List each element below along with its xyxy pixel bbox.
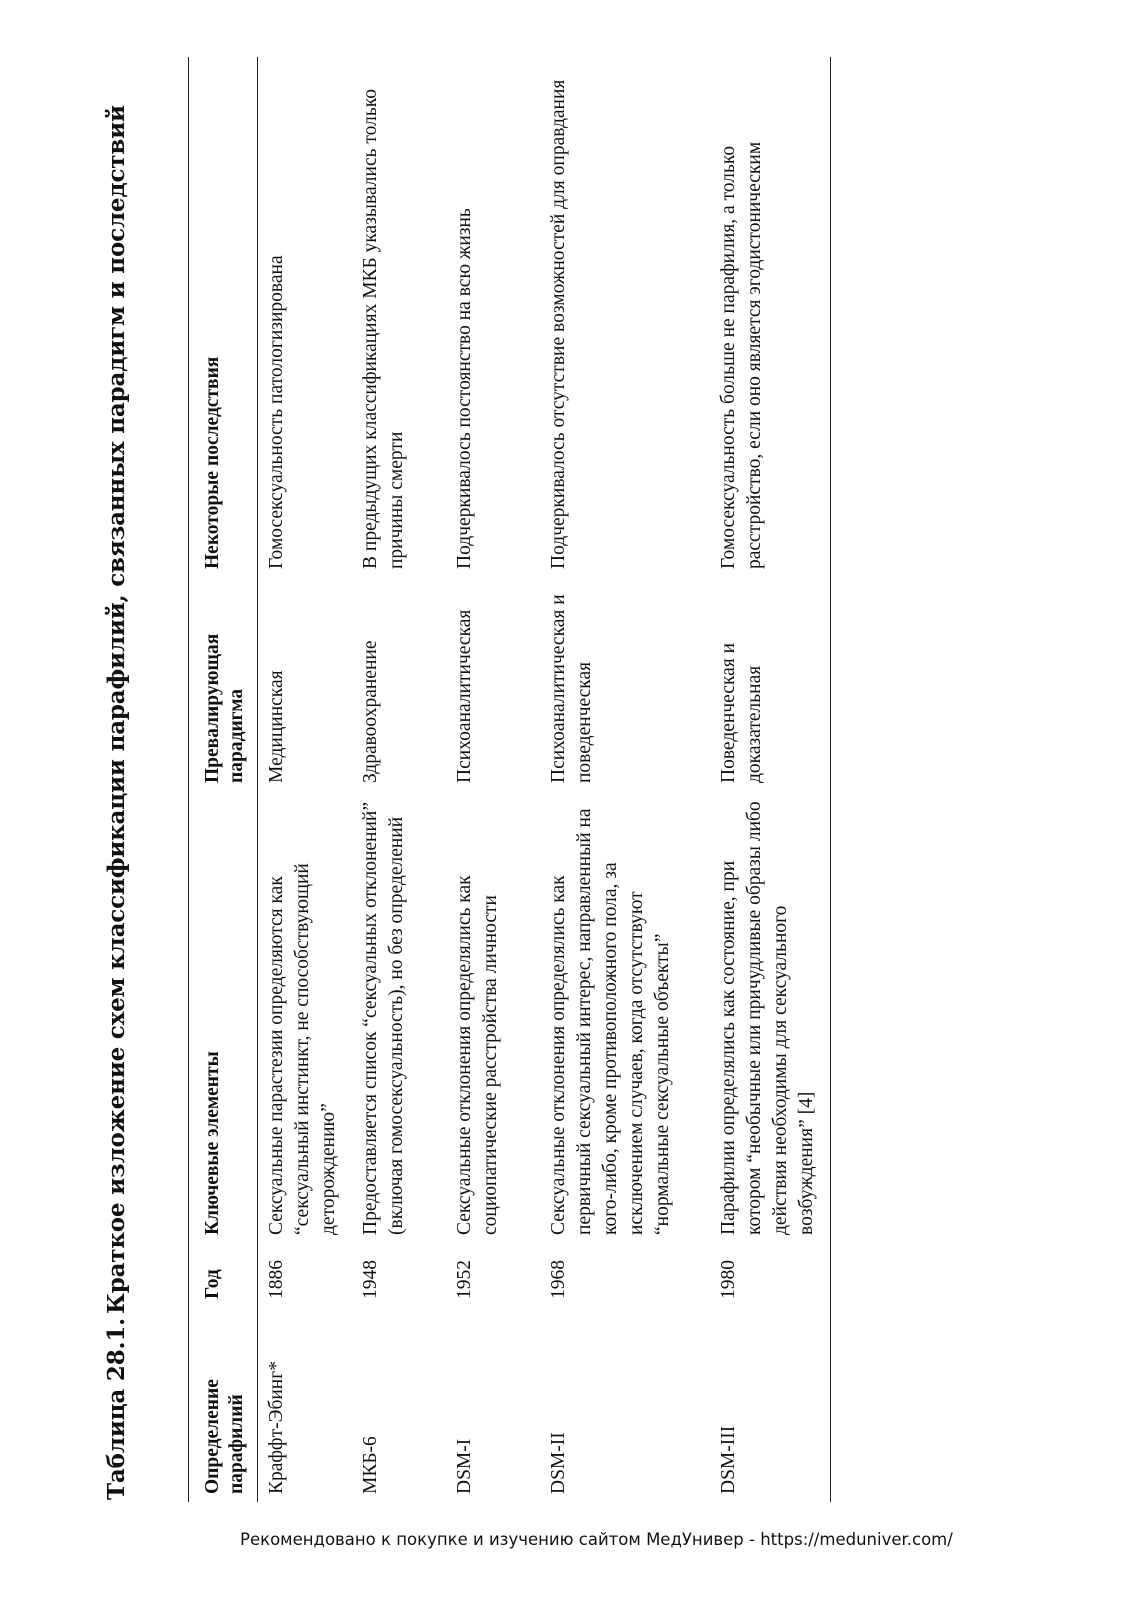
cell-consequences: Гомосексуальность патологизирована [266,255,287,569]
header-elements: Ключевые элементы [189,791,258,1243]
cell-elements: Сексуальные отклонения определялись как социопатические расстройства личности [454,875,501,1235]
cell-definition: Краффт-Эбинг* [266,1361,287,1494]
cell-definition: DSM-I [454,1438,475,1494]
cell-year: 1952 [454,1260,475,1299]
cell-elements: Сексуальные отклонения определялись как первичный сексуальный интерес, направленный на кого-либо, кроме противоположного пола, за исключением случаев, когда отсутствуют “нормальные сексуальные объекты” [548,808,673,1235]
table-row [446,57,540,1502]
rotated-page [100,30,870,1530]
table-row [352,57,446,1502]
header-paradigm: Превалирующая парадигма [189,577,258,791]
cell-definition: DSM-II [548,1432,569,1494]
footer-recommendation: Рекомендовано к покупке и изучению сайтом МедУнивер - https://meduniver.com/ [240,1530,953,1549]
cell-consequences: Подчеркивалось постоянство на всю жизнь [454,208,475,569]
cell-definition: МКБ-6 [360,1436,381,1494]
cell-elements: Сексуальные парастезии определяются как “сексуальный инстинкт, не способствующий деторождению” [266,863,339,1235]
cell-elements: Предоставляется список “сексуальных отклонений” (включая гомосексуальность), но без определений [360,801,407,1235]
table-number: Таблица 28.1. [103,1318,130,1500]
cell-paradigm: Поведенческая и доказательная [710,577,831,791]
cell-paradigm: Психоаналитическая [454,609,475,783]
cell-paradigm: Медицинская [266,670,287,783]
header-year: Год [189,1243,258,1307]
cell-year: 1968 [548,1260,569,1299]
cell-elements: Парафилии определялись как состояние, при котором “необычные или причудливые образы либо действия необходимы для сексуального возбуждения” [4] [710,791,831,1243]
header-definition: Определение парафилий [189,1307,258,1502]
cell-consequences: В предыдущих классификациях МКБ указывались только причины смерти [360,89,407,569]
cell-year: 1980 [710,1243,831,1307]
cell-year: 1886 [266,1260,287,1299]
table-row [710,57,831,1502]
cell-paradigm: Здравоохранение [360,640,381,783]
header-row [189,57,258,1502]
classification-table [188,57,831,1502]
header-consequences: Некоторые последствия [189,57,258,577]
cell-consequences: Гомосексуальность больше не парафилия, а только расстройство, если оно является эгодистоническим [710,57,831,577]
table-row [540,57,710,1502]
table-title: Краткое изложение схем классификации парафилий, связанных парадигм и последствий [103,105,130,1315]
cell-consequences: Подчеркивалось отсутствие возможностей для оправдания [548,79,569,569]
table-caption [100,30,160,1500]
cell-paradigm: Психоаналитическая и поведенческая [548,594,595,783]
cell-year: 1948 [360,1260,381,1299]
table-row [258,57,353,1502]
cell-definition: DSM-III [710,1307,831,1502]
